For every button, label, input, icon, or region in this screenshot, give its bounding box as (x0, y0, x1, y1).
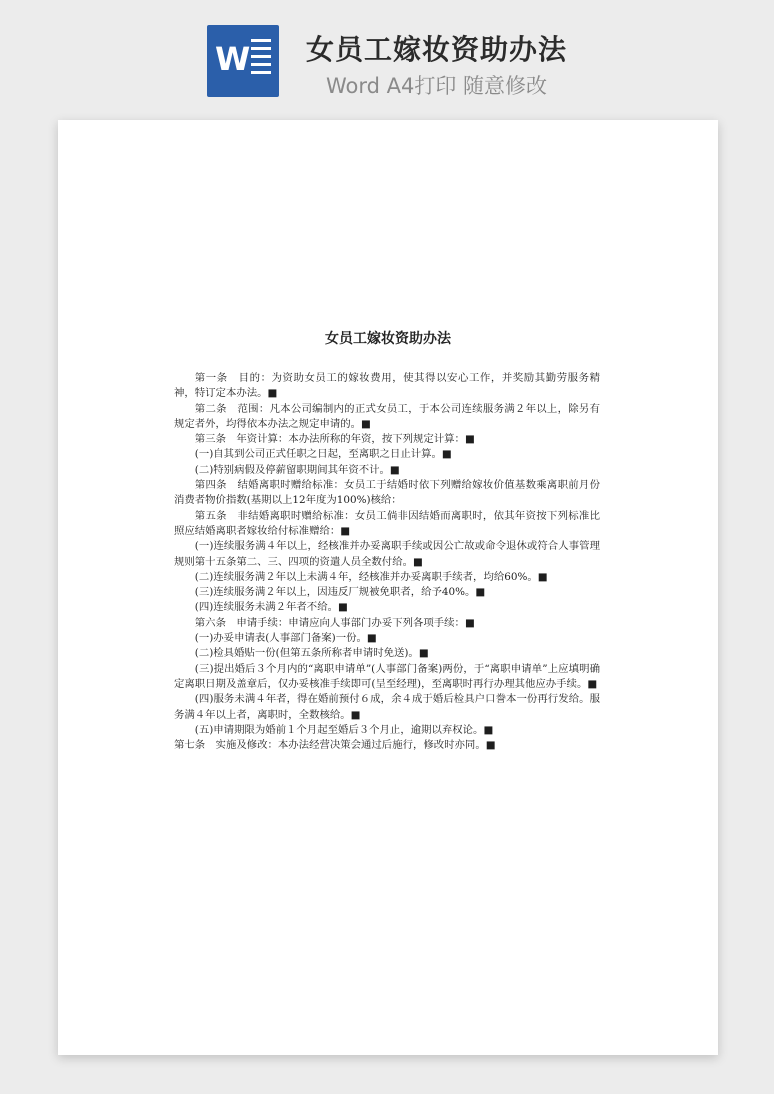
word-logo-icon (207, 25, 279, 97)
paragraph: (四)连续服务未满２年者不给。■ (194, 601, 348, 614)
paragraph: 第四条 结婚离职时赠给标准：女员工于结婚时依下列赠给嫁妆价值基数乘离职前月份消费者物价指数(基期以上12年度为100%)核给： (174, 479, 600, 507)
paragraph: (三)连续服务满２年以上，因违反厂规被免职者，给予40%。■ (194, 586, 486, 599)
paragraph: 第二条 范围：凡本公司编制内的正式女员工，于本公司连续服务满２年以上，除另有规定者外，均得依本办法之规定申请的。■ (174, 402, 600, 430)
document-title: 女员工嫁妆资助办法 (325, 331, 451, 347)
paragraph: (二)特别病假及停薪留职期间其年资不计。■ (194, 463, 400, 476)
paragraph: 第五条 非结婚离职时赠给标准：女员工倘非因结婚而离职时，依其年资按下列标准比照应结婚离职者嫁妆给付标准赠给：■ (174, 509, 600, 537)
paragraph: (三)提出婚后３个月内的“离职申请单”(人事部门备案)两份，于“离职申请单”上应填明确定离职日期及盖章后，仅办妥核准手续即可(呈至经理)，至离职时再行办理其他应办手续。■ (174, 662, 600, 690)
banner-subtitle: Word A4打印 随意修改 (326, 74, 548, 98)
paragraph: (四)服务未满４年者，得在婚前预付６成，余４成于婚后检具户口誊本一份再行发给。服务满４年以上者，离职时，全数核给。■ (174, 693, 600, 721)
paragraph: (二)检具婚贴一份(但第五条所称者申请时免送)。■ (194, 647, 429, 660)
paragraph: 第一条 目的：为资助女员工的嫁妆费用，使其得以安心工作，并奖励其勤劳服务精神，特订定本办法。■ (174, 372, 600, 400)
banner-title: 女员工嫁妆资助办法 (306, 33, 568, 66)
paragraph: (一)自其到公司正式任职之日起，至离职之日止计算。■ (194, 448, 452, 461)
paragraph: (二)连续服务满２年以上未满４年，经核准并办妥离职手续者，均给60%。■ (194, 570, 548, 583)
paragraph: (一)办妥申请表(人事部门备案)一份。■ (194, 632, 377, 645)
document-body (174, 371, 600, 753)
banner (0, 0, 774, 112)
word-logo-lines (251, 39, 271, 79)
paragraph: 第三条 年资计算：本办法所称的年资，按下列规定计算：■ (194, 433, 475, 446)
last-paragraph: 第七条 实施及修改：本办法经营决策会通过后施行，修改时亦同。■ (174, 739, 496, 752)
word-logo-letter: W (215, 40, 251, 78)
paragraph: 第六条 申请手续：申请应向人事部门办妥下列各项手续：■ (194, 616, 475, 629)
paragraph: (一)连续服务满４年以上，经核准并办妥离职手续或因公亡故或命令退休或符合人事管理规则第十五条第二、三、四项的资遣人员全数付给。■ (174, 540, 600, 568)
document-page (58, 120, 718, 1055)
paragraph: (五)申请期限为婚前１个月起至婚后３个月止，逾期以弃权论。■ (194, 723, 494, 736)
